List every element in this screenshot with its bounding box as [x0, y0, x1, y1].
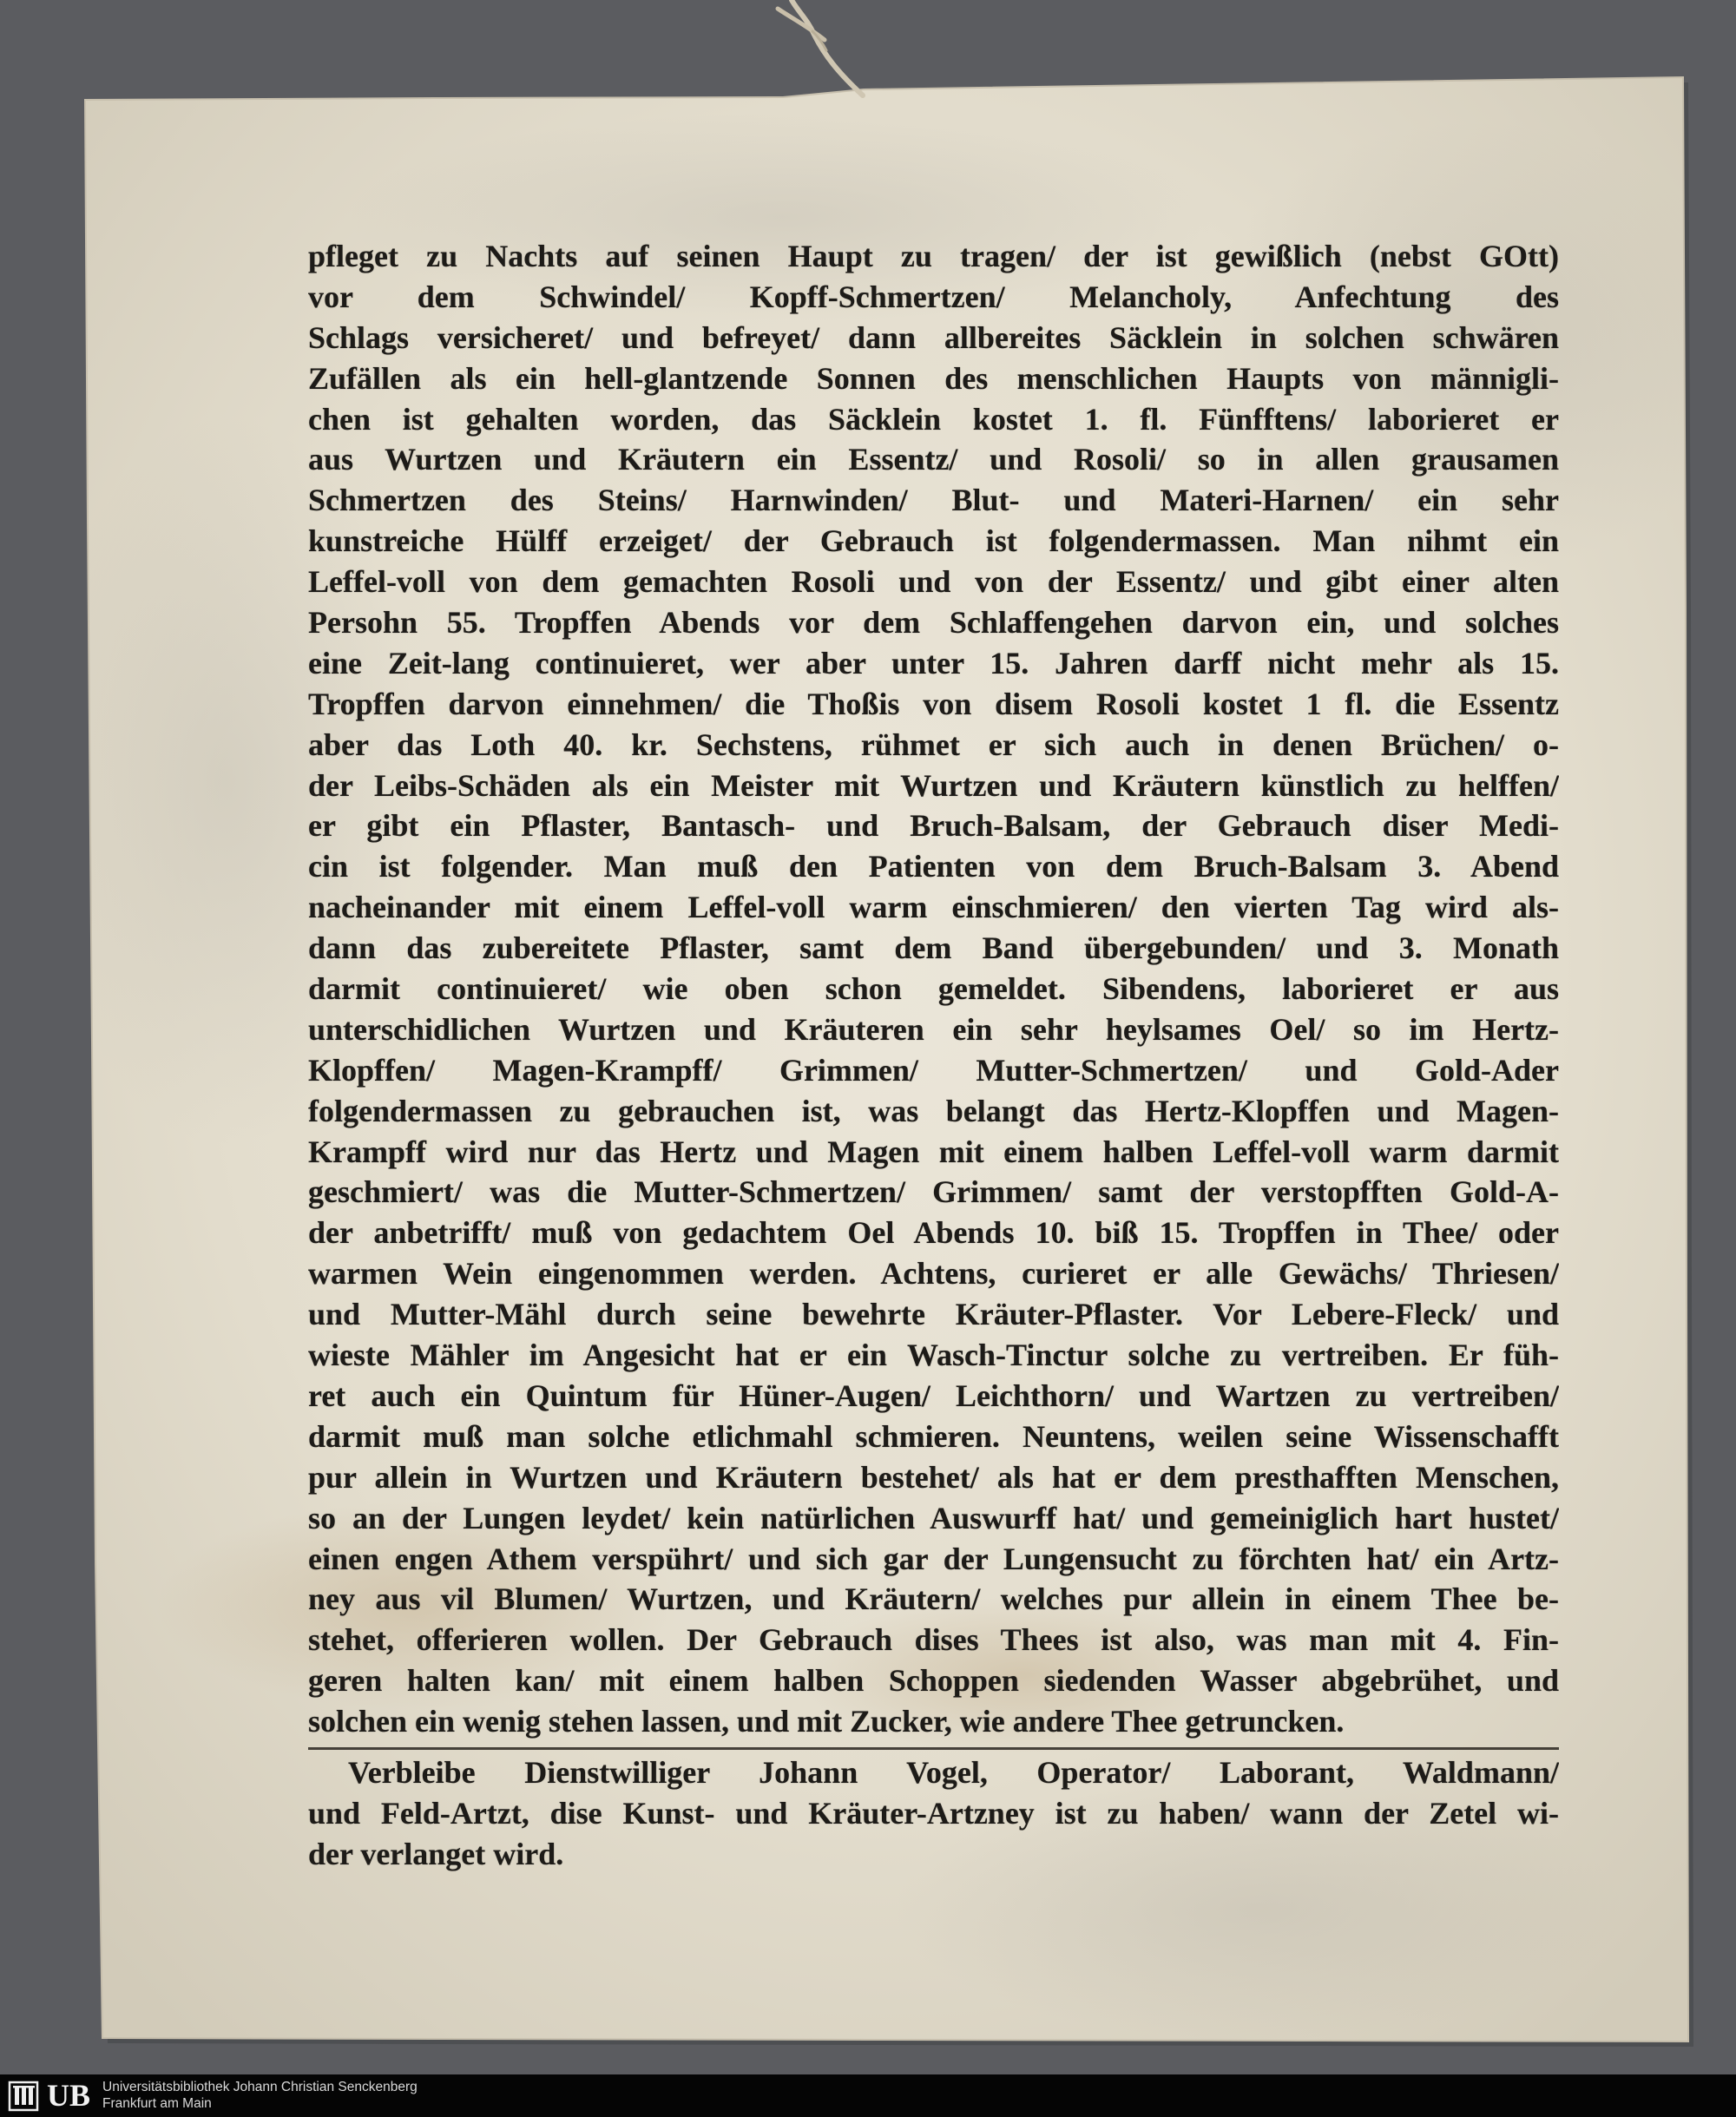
body-text-line: Leffel-voll von dem gemachten Rosoli und von der Essentz/ und gibt einer alten	[308, 564, 1559, 600]
body-text-line: kunstreiche Hülff erzeiget/ der Gebrauch ist folgendermassen. Man nihmt ein	[308, 523, 1559, 559]
body-text-line: unterschidlichen Wurtzen und Kräuteren ein sehr heylsames Oel/ so im Hertz-	[308, 1011, 1559, 1047]
closing-text-line: und Feld-Artzt, dise Kunst- und Kräuter-Artzney ist zu haben/ wann der Zetel wi-	[308, 1795, 1559, 1831]
body-text-line: Krampff wird nur das Hertz und Magen mit einem halben Leffel-voll warm darmit	[308, 1134, 1559, 1169]
body-text-line: Schlags versicheret/ und befreyet/ dann allbereites Säcklein in solchen schwären	[308, 319, 1559, 355]
body-text-line: Schmertzen des Steins/ Harnwinden/ Blut- und Materi-Harnen/ ein sehr	[308, 483, 1559, 518]
closing-text-line: der verlanget wird.	[308, 1836, 564, 1871]
body-text-line: der anbetrifft/ muß von gedachtem Oel Abends 10. biß 15. Tropffen in Thee/ oder	[308, 1215, 1559, 1251]
closing-text-line: Verbleibe Dienstwilliger Johann Vogel, Operator/ Laborant, Waldmann/	[348, 1755, 1559, 1790]
body-text-line: dann das zubereitete Pflaster, samt dem Band übergebunden/ und 3. Monath	[308, 930, 1559, 966]
body-text-line: chen ist gehalten worden, das Säcklein kostet 1. fl. Fünfftens/ laborieret er	[308, 401, 1559, 437]
footer-institution-name: Universitätsbibliothek Johann Christian Senckenberg	[102, 2080, 418, 2094]
body-text-line: darmit continuieret/ wie oben schon gemeldet. Sibendens, laborieret er aus	[308, 971, 1559, 1007]
body-text-line: Tropffen darvon einnehmen/ die Thoßis von disem Rosoli kostet 1 fl. die Essentz	[308, 686, 1559, 721]
body-text-block	[308, 236, 1559, 1742]
body-text-line: geren halten kan/ mit einem halben Schoppen siedenden Wasser abgebrühet, und	[308, 1663, 1559, 1699]
ub-logo: UB	[47, 2078, 91, 2113]
body-text-line: Klopffen/ Magen-Krampff/ Grimmen/ Mutter-Schmertzen/ und Gold-Ader	[308, 1052, 1559, 1088]
body-text-line: ret auch ein Quintum für Hüner-Augen/ Leichthorn/ und Wartzen zu vertreiben/	[308, 1377, 1559, 1413]
body-text-line: ney aus vil Blumen/ Wurtzen, und Kräutern/ welches pur allein in einem Thee be-	[308, 1581, 1559, 1617]
body-text-line: folgendermassen zu gebrauchen ist, was belangt das Hertz-Klopffen und Magen-	[308, 1093, 1559, 1128]
body-text-line: stehet, offerieren wollen. Der Gebrauch dises Thees ist also, was man mit 4. Fin-	[308, 1622, 1559, 1658]
body-text-line: er gibt ein Pflaster, Bantasch- und Bruch-Balsam, der Gebrauch diser Medi-	[308, 808, 1559, 844]
body-text-line: eine Zeit-lang continuieret, wer aber unter 15. Jahren darff nicht mehr als 15.	[308, 645, 1559, 680]
body-text-line: und Mutter-Mähl durch seine bewehrte Kräuter-Pflaster. Vor Lebere-Fleck/ und	[308, 1297, 1559, 1332]
body-text-line: geschmiert/ was die Mutter-Schmertzen/ Grimmen/ samt der verstopfften Gold-A-	[308, 1174, 1559, 1210]
body-text-line: pfleget zu Nachts auf seinen Haupt zu tragen/ der ist gewißlich (nebst GOtt)	[308, 239, 1559, 273]
body-text-line: vor dem Schwindel/ Kopff-Schmertzen/ Melancholy, Anfechtung des	[308, 279, 1559, 314]
body-text-line: warmen Wein eingenommen werden. Achtens, curieret er alle Gewächs/ Thriesen/	[308, 1256, 1559, 1292]
body-text-line: cin ist folgender. Man muß den Patienten von dem Bruch-Balsam 3. Abend	[308, 849, 1559, 884]
body-text-line: nacheinander mit einem Leffel-voll warm einschmieren/ den vierten Tag wird als-	[308, 890, 1559, 925]
closing-text-block	[308, 1752, 1559, 1875]
body-text-line: einen engen Athem verspührt/ und sich gar der Lungensucht zu förchten hat/ ein Artz-	[308, 1541, 1559, 1576]
body-text-line: Zufällen als ein hell-glantzende Sonnen des menschlichen Haupts von männigli-	[308, 360, 1559, 396]
body-text-line: so an der Lungen leydet/ kein natürlichen Auswurff hat/ und gemeiniglich hart hustet/	[308, 1500, 1559, 1535]
divider-rule	[308, 1747, 1559, 1750]
body-text-line: aus Wurtzen und Kräutern ein Essentz/ und Rosoli/ so in allen grausamen	[308, 442, 1559, 477]
footer-city: Frankfurt am Main	[102, 2096, 212, 2111]
ub-emblem-icon	[7, 2079, 42, 2114]
footer-bar	[0, 2074, 1736, 2117]
body-text-line: solchen ein wenig stehen lassen, und mit Zucker, wie andere Thee getruncken.	[308, 1704, 1345, 1739]
body-text-line: Persohn 55. Tropffen Abends vor dem Schlaffengehen darvon ein, und solches	[308, 605, 1559, 641]
binding-thread	[778, 0, 863, 95]
body-text-line: darmit muß man solche etlichmahl schmieren. Neuntens, weilen seine Wissenschafft	[308, 1418, 1559, 1454]
body-text-line: wieste Mähler im Angesicht hat er ein Wasch-Tinctur solche zu vertreiben. Er füh-	[308, 1338, 1559, 1373]
body-text-line: pur allein in Wurtzen und Kräutern bestehet/ als hat er dem presthafften Menschen,	[308, 1459, 1559, 1495]
body-text-line: aber das Loth 40. kr. Sechstens, rühmet er sich auch in denen Brüchen/ o-	[308, 726, 1559, 762]
body-text-line: der Leibs-Schäden als ein Meister mit Wurtzen und Kräutern künstlich zu helffen/	[308, 767, 1559, 803]
